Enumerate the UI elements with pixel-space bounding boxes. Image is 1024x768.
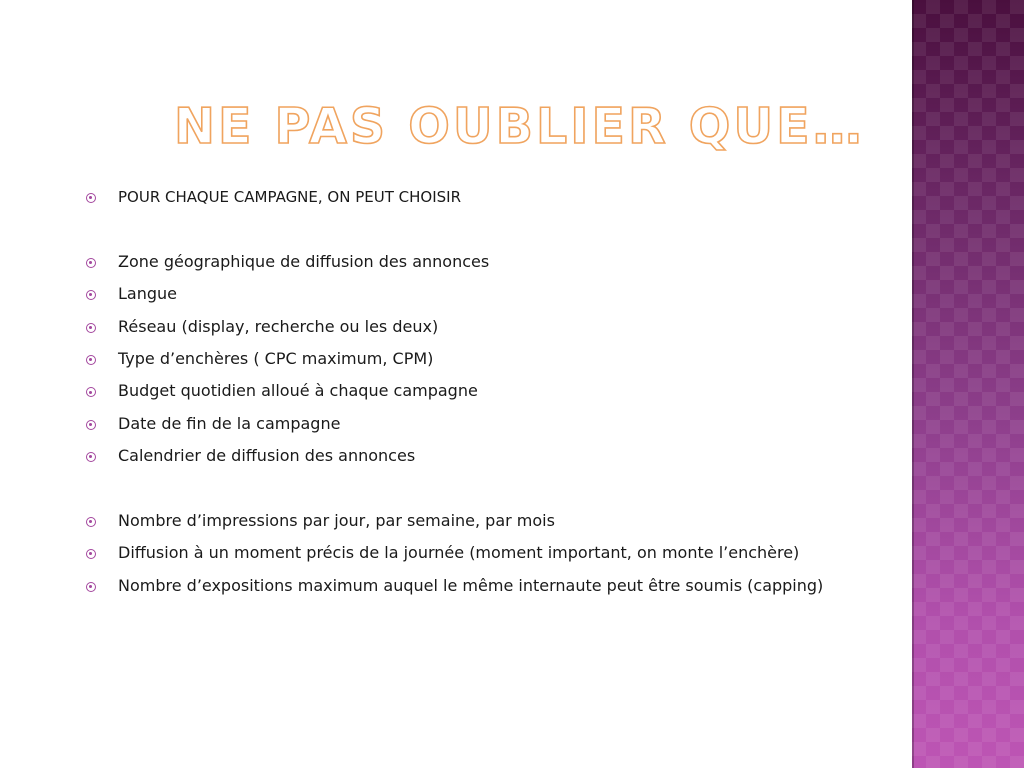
bullet-icon	[86, 193, 96, 203]
bullet-icon	[86, 258, 96, 268]
bullet-text: POUR CHAQUE CAMPAGNE, ON PEUT CHOISIR	[118, 188, 462, 206]
bullet-icon	[86, 549, 96, 559]
bullet-text: Calendrier de diffusion des annonces	[118, 446, 416, 466]
bullet-icon	[86, 452, 96, 462]
bullet-icon	[86, 323, 96, 333]
bullet-text: Nombre d’expositions maximum auquel le même internaute peut être soumis (capping)	[118, 575, 824, 595]
bullet-icon	[86, 517, 96, 527]
bullet-text: Budget quotidien alloué à chaque campagne	[118, 381, 478, 401]
bullet-text: Zone géographique de diffusion des annonces	[118, 251, 490, 271]
bullet-icon	[86, 582, 96, 592]
bullet-icon	[86, 387, 96, 397]
bullet-text: Nombre d’impressions par jour, par semaine, par mois	[118, 510, 555, 530]
bullet-text: Type d’enchères ( CPC maximum, CPM)	[118, 348, 434, 368]
bullet-text: Date de fin de la campagne	[118, 413, 341, 433]
bullet-icon	[86, 355, 96, 365]
slide-title: NE PAS OUBLIER QUE…	[174, 98, 865, 155]
bullet-text: Réseau (display, recherche ou les deux)	[118, 316, 439, 336]
bullet-icon	[86, 420, 96, 430]
bullet-icon	[86, 290, 96, 300]
decorative-side-band	[912, 0, 1024, 768]
bullet-text: Diffusion à un moment précis de la journée (moment important, on monte l’enchère)	[118, 543, 800, 563]
bullet-text: Langue	[118, 284, 177, 304]
